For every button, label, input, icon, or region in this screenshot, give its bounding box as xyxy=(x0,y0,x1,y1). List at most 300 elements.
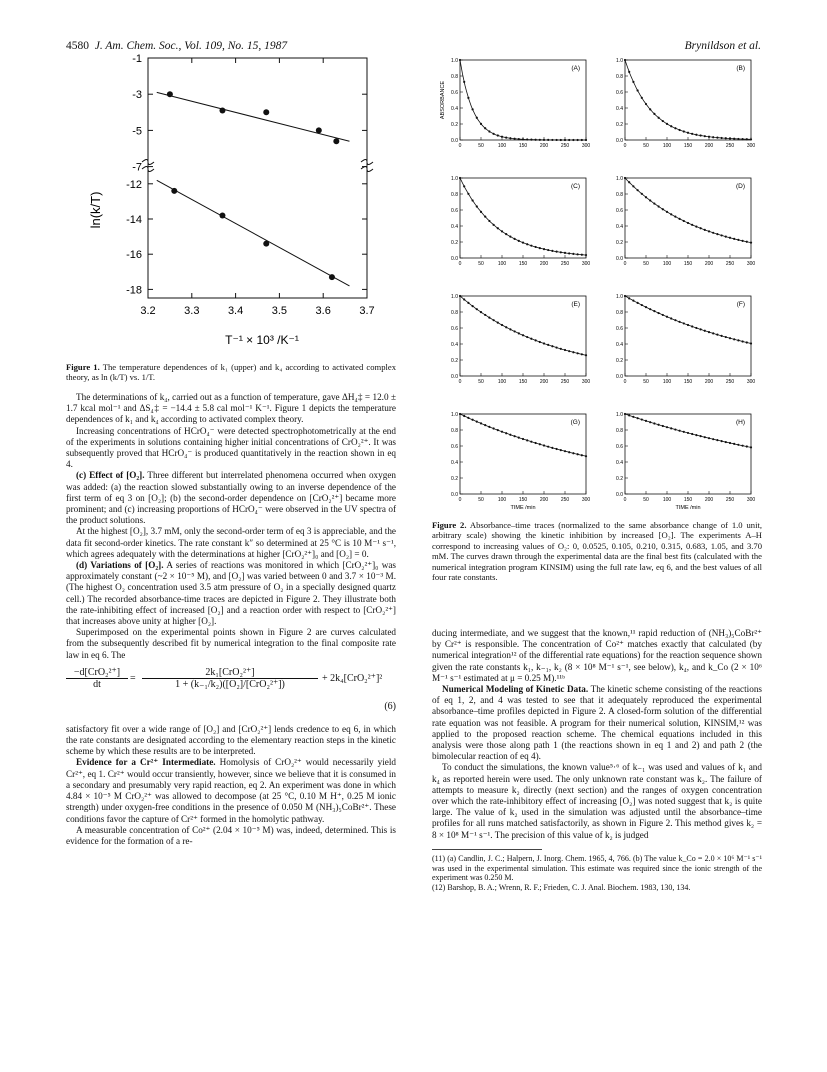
data-point xyxy=(535,139,537,141)
y-tick-label: 0.0 xyxy=(451,492,458,498)
fit-curve xyxy=(625,414,751,447)
data-point xyxy=(539,139,541,141)
data-point xyxy=(737,339,739,341)
y-tick-label: 1.0 xyxy=(616,176,623,182)
data-point xyxy=(493,224,495,226)
eq-number: (6) xyxy=(384,700,396,712)
heading-variations-o2: (d) Variations of [O₂]. xyxy=(76,560,164,571)
data-point-k1 xyxy=(219,107,225,113)
panel-label: (G) xyxy=(570,419,580,426)
data-point xyxy=(480,422,482,424)
data-point xyxy=(645,196,647,198)
data-point xyxy=(632,81,634,83)
y-tick-label: 0.0 xyxy=(616,256,623,262)
data-point xyxy=(526,336,528,338)
y-tick-label: -12 xyxy=(126,178,142,191)
data-point xyxy=(683,431,685,433)
data-point xyxy=(547,344,549,346)
data-point xyxy=(484,127,486,129)
data-point xyxy=(564,450,566,452)
fit-curve xyxy=(460,296,586,355)
y-tick-label: 0.6 xyxy=(451,326,458,332)
data-point xyxy=(480,211,482,213)
data-point xyxy=(572,139,574,141)
data-point xyxy=(472,419,474,421)
data-point xyxy=(641,418,643,420)
data-point xyxy=(505,137,507,139)
x-tick-label: 300 xyxy=(581,379,591,385)
data-point xyxy=(691,325,693,327)
x-tick-label: 300 xyxy=(581,143,591,149)
data-point xyxy=(725,336,727,338)
data-point xyxy=(746,341,748,343)
panel-xlabel: TIME /min xyxy=(675,505,701,511)
data-point xyxy=(539,443,541,445)
equation-6: −d[CrO₂²⁺] dt = 2k₁[CrO₂²⁺] 1 + (k₋₁/k₂)([O₂]/[CrO₂²⁺]) + 2k₄[CrO₂²⁺]² (6) xyxy=(66,663,396,721)
data-point xyxy=(679,218,681,220)
panel-xlabel: TIME /min xyxy=(510,505,536,511)
data-point xyxy=(637,89,639,91)
data-point xyxy=(674,216,676,218)
data-point xyxy=(666,123,668,125)
x-tick-label: 3.7 xyxy=(359,305,375,317)
y-tick-label: 1.0 xyxy=(451,176,458,182)
data-point xyxy=(585,455,587,457)
data-point xyxy=(539,341,541,343)
data-point xyxy=(522,334,524,336)
data-point xyxy=(721,335,723,337)
x-tick-label: 150 xyxy=(683,379,693,385)
fit-line-k1 xyxy=(157,92,350,141)
data-point xyxy=(687,222,689,224)
data-point xyxy=(543,248,545,250)
x-tick-label: 0 xyxy=(623,143,627,149)
data-point xyxy=(653,422,655,424)
data-point xyxy=(556,448,558,450)
x-tick-label: 300 xyxy=(746,379,756,385)
panel-ylabel: ABSORBANCE xyxy=(440,80,446,120)
data-point xyxy=(577,139,579,141)
x-tick-label: 3.5 xyxy=(271,305,288,317)
panel-frame xyxy=(460,60,586,140)
panel-label: (A) xyxy=(571,65,580,72)
data-point xyxy=(560,251,562,253)
data-point xyxy=(509,434,511,436)
x-tick-label: 100 xyxy=(662,379,672,385)
x-tick-label: 100 xyxy=(497,261,507,267)
data-point xyxy=(539,247,541,249)
data-point xyxy=(695,327,697,329)
data-point xyxy=(683,220,685,222)
data-point xyxy=(547,249,549,251)
y-tick-label: 0.2 xyxy=(616,240,623,246)
data-point xyxy=(716,233,718,235)
data-point xyxy=(551,250,553,252)
data-point xyxy=(518,240,520,242)
paragraph-reducing-intermediate: ducing intermediate, and we suggest that the known,¹¹ rapid reduction of (NH₃)₅CoBr²⁺ by Cr²⁺ is responsible. The concentration of Co²⁺ matches exactly that calculated (by numerical integration¹² of the differential rate equations) for the reaction sequence shown given the rate constants k₁, k₋₁, k₂ (8 × 10⁸ M⁻¹ s⁻¹, see below), k₄, and k_Co (2 × 10⁶ M⁻¹ s⁻¹ estimated at μ = 0.25 M).¹¹ᵇ xyxy=(432,628,762,683)
data-point xyxy=(560,139,562,141)
data-point xyxy=(742,445,744,447)
data-point-k4 xyxy=(171,188,177,194)
y-tick-label: 0.0 xyxy=(616,138,623,144)
panel-frame xyxy=(625,178,751,258)
data-point xyxy=(501,324,503,326)
data-point xyxy=(509,137,511,139)
y-tick-label: 0.6 xyxy=(451,90,458,96)
x-tick-label: 0 xyxy=(623,261,627,267)
y-tick-label: 0.4 xyxy=(451,224,458,230)
right-column xyxy=(432,628,762,893)
eq-lhs-numerator: −d[CrO₂²⁺] xyxy=(66,667,128,679)
figure-1-frame xyxy=(148,58,367,298)
data-point xyxy=(472,108,474,110)
data-point xyxy=(577,352,579,354)
x-tick-label: 50 xyxy=(643,497,649,503)
x-tick-label: 100 xyxy=(662,497,672,503)
panel-label: (B) xyxy=(736,65,745,72)
data-point xyxy=(526,243,528,245)
x-tick-label: 200 xyxy=(704,143,714,149)
data-point xyxy=(737,138,739,140)
y-tick-label: 0.6 xyxy=(451,444,458,450)
data-point xyxy=(628,297,630,299)
data-point xyxy=(666,211,668,213)
data-point xyxy=(463,185,465,187)
data-point xyxy=(624,295,626,297)
data-point xyxy=(687,324,689,326)
heading-evidence: Evidence for a Cr²⁺ Intermediate. xyxy=(76,757,216,768)
fit-curve xyxy=(625,178,751,243)
data-point xyxy=(733,338,735,340)
data-point xyxy=(535,339,537,341)
paragraph-k4: The determinations of k₄, carried out as a function of temperature, gave ΔH₄‡ = 12.0 ± 1.7 kcal mol⁻¹ and ΔS₄‡ = −14.4 ± 5.8 cal mol⁻¹ K⁻¹. Figure 1 depicts the temperature dependences of k₁ and k₄ according to activated complex theory. xyxy=(66,392,396,425)
data-point xyxy=(649,108,651,110)
data-point-k1 xyxy=(263,109,269,115)
data-point xyxy=(547,446,549,448)
data-point xyxy=(746,445,748,447)
data-point xyxy=(568,350,570,352)
data-point xyxy=(501,431,503,433)
figure-2-caption xyxy=(432,520,762,582)
data-point xyxy=(497,322,499,324)
data-point xyxy=(704,330,706,332)
y-tick-label: -1 xyxy=(132,53,142,65)
data-point xyxy=(518,437,520,439)
panel-frame xyxy=(625,296,751,376)
data-point xyxy=(658,424,660,426)
data-point xyxy=(624,413,626,415)
y-tick-label: 0.8 xyxy=(616,310,623,316)
journal-citation: J. Am. Chem. Soc., Vol. 109, No. 15, 1987 xyxy=(94,40,288,52)
eq-rhs-denominator: 1 + (k₋₁/k₂)([O₂]/[CrO₂²⁺]) xyxy=(175,679,285,691)
paragraph-numerical-modeling: Numerical Modeling of Kinetic Data. The kinetic scheme consisting of the reactions of eq 1, 2, and 4 was tested to see that it adequately reproduced the experimental absorbance–time profiles depicted in Figure 2. A closed-form solution of the differential rate equation was not feasible. A program for their numerical solution, KINSIM,¹² was applied to the proposed reaction scheme. The chemical equations included in this analysis were those along path 1 (the reactions shown in eq 1 and 2) and path 2 (the bimolecular reaction of eq 4). xyxy=(432,684,762,762)
data-point xyxy=(725,441,727,443)
x-tick-label: 250 xyxy=(725,143,735,149)
data-point xyxy=(556,139,558,141)
data-point xyxy=(712,332,714,334)
data-point xyxy=(514,330,516,332)
data-point xyxy=(530,245,532,247)
data-point xyxy=(585,254,587,256)
x-tick-label: 50 xyxy=(478,379,484,385)
data-point xyxy=(556,251,558,253)
y-tick-label: 1.0 xyxy=(616,412,623,418)
data-point xyxy=(716,439,718,441)
data-point xyxy=(624,177,626,179)
data-point xyxy=(721,234,723,236)
y-tick-label: 0.2 xyxy=(616,358,623,364)
data-point xyxy=(700,227,702,229)
panel-label: (D) xyxy=(735,183,745,190)
data-point xyxy=(518,138,520,140)
data-point xyxy=(649,421,651,423)
data-point xyxy=(467,417,469,419)
figure-2-plots xyxy=(436,52,761,514)
x-tick-label: 50 xyxy=(643,379,649,385)
y-tick-label: 0.8 xyxy=(616,74,623,80)
y-tick-label: 0.0 xyxy=(616,374,623,380)
x-tick-label: 200 xyxy=(539,143,549,149)
data-point xyxy=(488,426,490,428)
data-point xyxy=(670,213,672,215)
x-tick-label: 300 xyxy=(746,497,756,503)
y-tick-label: 0.2 xyxy=(451,476,458,482)
data-point xyxy=(641,97,643,99)
x-tick-label: 150 xyxy=(683,143,693,149)
data-point xyxy=(632,185,634,187)
data-point xyxy=(581,254,583,256)
data-point xyxy=(666,426,668,428)
data-point xyxy=(729,237,731,239)
y-tick-label: 0.0 xyxy=(616,492,623,498)
data-point xyxy=(637,302,639,304)
data-point xyxy=(624,59,626,61)
data-point xyxy=(488,220,490,222)
data-point xyxy=(737,444,739,446)
y-tick-label: 0.8 xyxy=(451,74,458,80)
data-point xyxy=(742,340,744,342)
data-point xyxy=(568,451,570,453)
x-tick-label: 3.4 xyxy=(227,305,244,317)
footnotes xyxy=(432,854,762,893)
data-point xyxy=(700,328,702,330)
x-tick-label: 50 xyxy=(643,143,649,149)
panel-frame xyxy=(625,60,751,140)
x-tick-label: 50 xyxy=(643,261,649,267)
data-point xyxy=(505,233,507,235)
y-tick-label: 0.8 xyxy=(451,428,458,434)
heading-effect-o2: (c) Effect of [O₂]. xyxy=(76,470,145,481)
y-tick-label: 0.4 xyxy=(616,224,623,230)
fit-curve xyxy=(625,296,751,344)
y-tick-label: -16 xyxy=(126,249,142,262)
data-point xyxy=(733,238,735,240)
data-point xyxy=(670,125,672,127)
data-point xyxy=(649,199,651,201)
x-tick-label: 200 xyxy=(704,497,714,503)
x-tick-label: 200 xyxy=(539,261,549,267)
data-point xyxy=(572,351,574,353)
y-tick-label: 0.6 xyxy=(616,326,623,332)
y-tick-label: 1.0 xyxy=(451,58,458,64)
data-point xyxy=(459,177,461,179)
data-point xyxy=(729,137,731,139)
y-tick-label: 0.2 xyxy=(451,122,458,128)
data-point xyxy=(551,447,553,449)
data-point-k4 xyxy=(263,241,269,247)
data-point xyxy=(484,424,486,426)
data-point xyxy=(679,129,681,131)
data-point xyxy=(687,132,689,134)
y-tick-label: 0.0 xyxy=(451,138,458,144)
data-point xyxy=(645,103,647,105)
data-point xyxy=(679,321,681,323)
x-tick-label: 300 xyxy=(746,261,756,267)
fit-line-k4 xyxy=(157,180,350,286)
paragraph-simulations: To conduct the simulations, the known value⁵·⁶ of k₋₁ was used and values of k₁ and k₄ as reported herein were used. The only unknown rate constant was k₂. The failure of attempts to measure k₂ directly (next section) and the ranges of oxygen concentration over which the rate-inhibitory effect of increasing [O₂] was noted suggest that k₂ is quite large. The value of k₂ used in the simulation was adjusted until the absorbance–time profiles for all runs matched satisfactorily, as shown in Figure 2. This method gives k₂ = 8 × 10⁸ M⁻¹ s⁻¹. The precision of this value of k₂ is judged xyxy=(432,762,762,840)
figure-2-caption-label: Figure 2. xyxy=(432,520,467,530)
data-point xyxy=(721,440,723,442)
data-point xyxy=(662,425,664,427)
data-point xyxy=(733,443,735,445)
data-point xyxy=(501,136,503,138)
figure-1-caption-label: Figure 1. xyxy=(66,362,100,372)
data-point xyxy=(476,308,478,310)
x-tick-label: 300 xyxy=(581,497,591,503)
data-point xyxy=(509,236,511,238)
x-tick-label: 250 xyxy=(725,379,735,385)
data-point xyxy=(480,123,482,125)
data-point xyxy=(560,449,562,451)
page-number: 4580 xyxy=(66,40,89,52)
paragraph-satisfactory: satisfactory fit over a wide range of [O₂] and [CrO₂²⁺] lends credence to eq 6, in which the rate constants are designated according to the elementary reaction steps in the kinetic scheme by which these results are to be interpreted. xyxy=(66,723,396,757)
data-point xyxy=(725,236,727,238)
data-point xyxy=(750,446,752,448)
data-point xyxy=(708,437,710,439)
data-point xyxy=(632,416,634,418)
data-point xyxy=(585,354,587,356)
data-point xyxy=(514,138,516,140)
x-tick-label: 250 xyxy=(560,261,570,267)
x-tick-label: 200 xyxy=(704,379,714,385)
data-point xyxy=(704,229,706,231)
data-point xyxy=(683,322,685,324)
data-point xyxy=(581,353,583,355)
data-point xyxy=(641,193,643,195)
paragraph-evidence: Evidence for a Cr²⁺ Intermediate. Homolysis of CrO₂²⁺ would necessarily yield Cr²⁺, eq 1. Cr²⁺ would occur transiently, however, since we believe that it is consumed in a secondary and presumably very rapid reaction, eq 2. An experiment was done in which 4.84 × 10⁻⁵ M CrO₂²⁺ was allowed to decompose (at 25 °C, 0.10 M H⁺, 0.25 M ionic strength) under oxygen-free conditions in the presence of 0.050 M (NH₃)₅CoBr²⁺. These conditions favor the capture of Cr²⁺ formed in the homolytic pathway. xyxy=(66,757,396,824)
x-tick-label: 0 xyxy=(458,261,462,267)
data-point xyxy=(564,349,566,351)
data-point xyxy=(700,435,702,437)
data-point xyxy=(649,308,651,310)
data-point xyxy=(653,202,655,204)
data-point-k1 xyxy=(333,138,339,144)
data-point xyxy=(729,442,731,444)
x-tick-label: 150 xyxy=(683,261,693,267)
x-tick-label: 250 xyxy=(560,379,570,385)
figure-2-caption-text: Absorbance–time traces (normalized to the same absorbance change of 1.0 unit, arbitrary scale) showing the kinetic inhibition by increased [O₂]. The experiments A–H correspond to increasing values of O₂: 0, 0.0525, 0.105, 0.210, 0.315, 0.683, 1.05, and 3.70 mM. The curves drawn through the experimental data are the final best fits (calculated with the numerical integration program KINSIM) using the full rate law, eq 6, and the best values of all four rate constants. xyxy=(432,520,762,583)
data-point xyxy=(670,317,672,319)
data-point xyxy=(463,298,465,300)
data-point xyxy=(522,242,524,244)
x-tick-label: 50 xyxy=(478,497,484,503)
data-point xyxy=(712,136,714,138)
x-tick-label: 100 xyxy=(662,261,672,267)
x-tick-label: 250 xyxy=(560,497,570,503)
data-point xyxy=(480,311,482,313)
data-point xyxy=(568,139,570,141)
data-point xyxy=(484,314,486,316)
figure-1-caption xyxy=(66,362,396,383)
y-tick-label: -14 xyxy=(126,214,142,226)
x-tick-label: 3.3 xyxy=(184,305,200,317)
data-point xyxy=(484,216,486,218)
data-point xyxy=(746,138,748,140)
x-tick-label: 3.6 xyxy=(315,305,331,317)
y-tick-label: 0.4 xyxy=(616,106,623,112)
data-point xyxy=(653,113,655,115)
data-point xyxy=(700,134,702,136)
data-point xyxy=(497,134,499,136)
y-tick-label: 0.4 xyxy=(451,342,458,348)
y-tick-label: 1.0 xyxy=(451,412,458,418)
eq-rhs-numerator: 2k₁[CrO₂²⁺] xyxy=(142,667,318,679)
x-tick-label: 100 xyxy=(497,379,507,385)
paragraph-measurable: A measurable concentration of Co²⁺ (2.04 × 10⁻⁵ M) was, indeed, determined. This is evidence for the formation of a re- xyxy=(66,824,396,846)
data-point xyxy=(674,319,676,321)
y-tick-label: 1.0 xyxy=(451,294,458,300)
paragraph-effect-o2: (c) Effect of [O₂]. Three different but interrelated phenomena occurred when oxygen was added: (a) the reaction slowed substantially owing to an inverse dependence of the first term of eq 3 on [O₂]; (b) the second-order dependence on [CrO₂²⁺] became more prominent; and (c) increasing proportions of HCrO₄⁻ were observed in the UV spectra of the product solutions. xyxy=(66,470,396,526)
y-tick-label: 0.0 xyxy=(451,256,458,262)
data-point xyxy=(691,433,693,435)
data-point xyxy=(704,436,706,438)
x-tick-label: 250 xyxy=(560,143,570,149)
data-point xyxy=(695,434,697,436)
data-point xyxy=(493,133,495,135)
y-tick-label: 1.0 xyxy=(616,294,623,300)
data-point xyxy=(632,300,634,302)
running-header-authors: Brynildson et al. xyxy=(684,40,761,52)
eq-lhs-denominator: dt xyxy=(93,679,101,691)
left-column xyxy=(66,392,396,847)
data-point xyxy=(467,193,469,195)
data-point xyxy=(509,328,511,330)
data-point xyxy=(637,189,639,191)
data-point xyxy=(750,342,752,344)
data-point xyxy=(628,71,630,73)
data-point xyxy=(712,232,714,234)
data-point xyxy=(683,130,685,132)
panel-label: (F) xyxy=(736,301,745,308)
data-point xyxy=(746,241,748,243)
data-point xyxy=(526,138,528,140)
x-tick-label: 0 xyxy=(458,379,462,385)
x-tick-label: 250 xyxy=(725,261,735,267)
panel-label: (C) xyxy=(570,183,580,190)
y-tick-label: 0.2 xyxy=(616,476,623,482)
data-point xyxy=(556,346,558,348)
data-point xyxy=(501,230,503,232)
x-tick-label: 100 xyxy=(497,143,507,149)
figure-1-caption-text: The temperature dependences of k₁ (upper) and k₄ according to activated complex theory, as ln (k/T) vs. 1/T. xyxy=(66,362,396,383)
data-point xyxy=(687,432,689,434)
data-point xyxy=(670,427,672,429)
y-tick-label: 0.2 xyxy=(616,122,623,128)
data-point xyxy=(543,342,545,344)
data-point xyxy=(585,139,587,141)
data-point xyxy=(530,139,532,141)
data-point xyxy=(577,453,579,455)
